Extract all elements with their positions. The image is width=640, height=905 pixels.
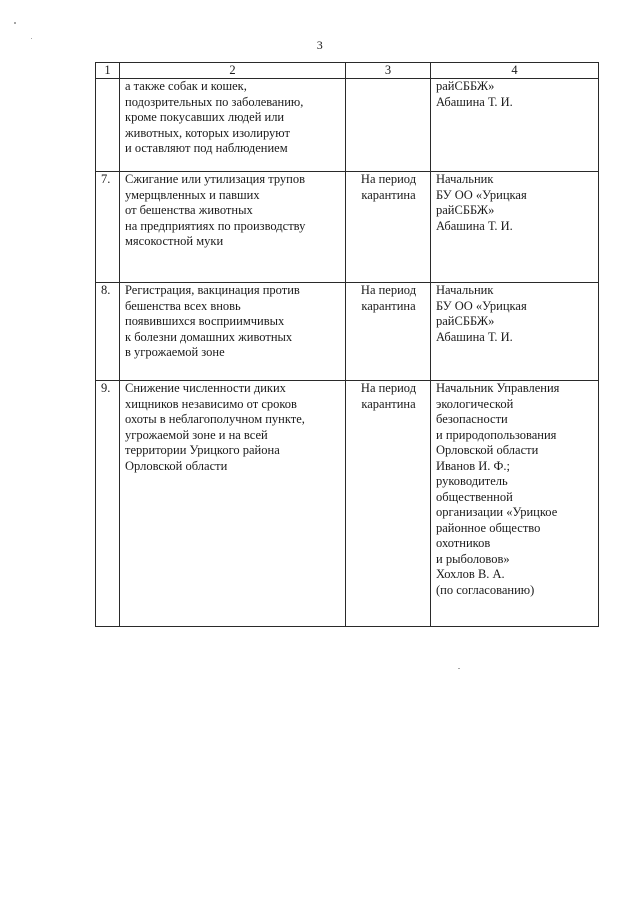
measure-description: Регистрация, вакцинация против бешенства всех вновь появившихся восприимчивых к болезни домашних животных в угрожаемой зоне [120, 283, 346, 381]
measure-period: На период карантина [346, 381, 431, 627]
table-row [96, 172, 599, 283]
responsible-person: Начальник Управления экологической безопасности и природопользования Орловской области Иванов И. Ф.; руководитель общественной организации «Урицкое районное общество охотников и рыболовов» Хохлов В. А. (по согласованию) [431, 381, 599, 627]
column-header: 2 [120, 63, 346, 79]
scan-speck [14, 22, 16, 24]
measures-table [95, 62, 599, 627]
measure-period: На период карантина [346, 283, 431, 381]
measure-description: Снижение численности диких хищников независимо от сроков охоты в неблагополучном пункте, угрожаемой зоне и на всей территории Урицкого района Орловской области [120, 381, 346, 627]
row-number: 9. [96, 381, 120, 627]
measure-description: а также собак и кошек, подозрительных по заболеванию, кроме покусавших людей или животных, которых изолируют и оставляют под наблюдением [120, 79, 346, 172]
page-number: 3 [316, 38, 324, 52]
column-header: 1 [96, 63, 120, 79]
row-number [96, 79, 120, 172]
measure-period: На период карантина [346, 172, 431, 283]
measure-period [346, 79, 431, 172]
row-number: 8. [96, 283, 120, 381]
responsible-person: Начальник БУ ОО «Урицкая райСББЖ» Абашина Т. И. [431, 283, 599, 381]
column-header: 3 [346, 63, 431, 79]
measure-description: Сжигание или утилизация трупов умерщвленных и павших от бешенства животных на предприятиях по производству мясокостной муки [120, 172, 346, 283]
table-row [96, 381, 599, 627]
scan-speck [458, 668, 460, 669]
row-number: 7. [96, 172, 120, 283]
table-header-row [96, 63, 599, 79]
table-row [96, 79, 599, 172]
responsible-person: райСББЖ» Абашина Т. И. [431, 79, 599, 172]
responsible-person: Начальник БУ ОО «Урицкая райСББЖ» Абашина Т. И. [431, 172, 599, 283]
scan-speck [31, 38, 32, 39]
column-header: 4 [431, 63, 599, 79]
table-row [96, 283, 599, 381]
